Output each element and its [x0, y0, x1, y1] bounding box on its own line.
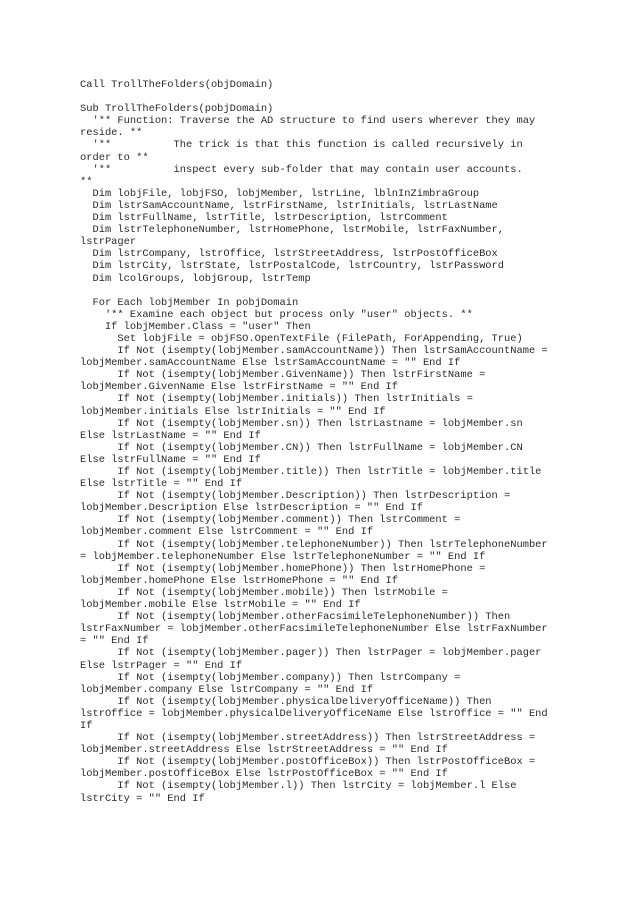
code-line: Dim lcolGroups, lobjGroup, lstrTemp	[80, 272, 311, 285]
code-line: If Not (isempty(lobjMember.mobile)) Then lstrMobile =	[80, 586, 448, 599]
code-line: order to **	[80, 151, 149, 164]
code-line	[80, 285, 570, 297]
code-line: lobjMember.GivenName Else lstrFirstName = "" End If	[80, 381, 399, 394]
code-line: If Not (isempty(lobjMember.homePhone)) Then lstrHomePhone =	[80, 562, 486, 575]
code-line: lobjMember.homePhone Else lstrHomePhone = "" End If	[80, 574, 399, 587]
code-line: '** Examine each object but process only "user" objects. **	[80, 308, 473, 321]
code-line: Call TrollTheFolders(objDomain)	[80, 79, 274, 91]
code-line: lstrOffice = lobjMember.physicalDeliveryOfficeName Else lstrOffice = "" End	[80, 707, 548, 720]
code-line: = "" End If	[80, 635, 149, 648]
code-line: = lobjMember.telephoneNumber Else lstrTelephoneNumber = "" End If	[80, 550, 486, 563]
code-line: If Not (isempty(lobjMember.initials)) Then lstrInitials =	[80, 393, 473, 406]
code-line: '** inspect every sub-folder that may contain user accounts.	[80, 163, 523, 176]
code-line: Dim lstrSamAccountName, lstrFirstName, lstrInitials, lstrLastName	[80, 199, 498, 212]
code-line: Else lstrLastName = "" End If	[80, 429, 261, 442]
code-line: If	[80, 719, 93, 732]
code-line: If Not (isempty(lobjMember.pager)) Then lstrPager = lobjMember.pager	[80, 647, 542, 660]
code-line: '** The trick is that this function is called recursively in	[80, 139, 523, 152]
code-line: If Not (isempty(lobjMember.samAccountName)) Then lstrSamAccountName =	[80, 345, 548, 358]
code-line: lobjMember.company Else lstrCompany = "" End If	[80, 683, 374, 696]
code-line: Dim lstrCity, lstrState, lstrPostalCode, lstrCountry, lstrPassword	[80, 260, 505, 273]
code-line: If Not (isempty(lobjMember.postOfficeBox)) Then lstrPostOfficeBox =	[80, 756, 536, 769]
code-line: If Not (isempty(lobjMember.physicalDeliveryOfficeName)) Then	[80, 695, 492, 708]
code-line: lobjMember.streetAddress Else lstrStreetAddress = "" End If	[80, 744, 448, 757]
code-line: Else lstrPager = "" End If	[80, 659, 243, 672]
code-line: Dim lstrFullName, lstrTitle, lstrDescription, lstrComment	[80, 212, 448, 225]
code-line: Set lobjFile = objFSO.OpenTextFile (FilePath, ForAppending, True)	[80, 332, 523, 345]
code-line: Dim lstrCompany, lstrOffice, lstrStreetAddress, lstrPostOfficeBox	[80, 248, 498, 261]
code-listing	[80, 79, 570, 805]
code-line: lobjMember.mobile Else lstrMobile = "" End If	[80, 599, 361, 612]
code-line: Dim lobjFile, lobjFSO, lobjMember, lstrLine, lblnInZimbraGroup	[80, 187, 480, 200]
code-line: lobjMember.initials Else lstrInitials = "" End If	[80, 405, 386, 418]
code-line: Dim lstrTelephoneNumber, lstrHomePhone, lstrMobile, lstrFaxNumber,	[80, 224, 505, 237]
code-line: If Not (isempty(lobjMember.streetAddress)) Then lstrStreetAddress =	[80, 732, 536, 745]
code-line: '** Function: Traverse the AD structure to find users wherever they may	[80, 115, 536, 128]
code-line: lobjMember.postOfficeBox Else lstrPostOfficeBox = "" End If	[80, 768, 448, 781]
code-line: If Not (isempty(lobjMember.CN)) Then lstrFullName = lobjMember.CN	[80, 441, 523, 454]
code-line: Else lstrFullName = "" End If	[80, 453, 261, 466]
code-line: Sub TrollTheFolders(pobjDomain)	[80, 103, 274, 116]
code-line: lobjMember.Description Else lstrDescription = "" End If	[80, 502, 423, 515]
code-line: lstrCity = "" End If	[80, 792, 205, 805]
code-line: If Not (isempty(lobjMember.Description)) Then lstrDescription =	[80, 490, 511, 503]
code-line: **	[80, 175, 93, 188]
code-line: If Not (isempty(lobjMember.title)) Then lstrTitle = lobjMember.title	[80, 466, 542, 478]
code-line: If Not (isempty(lobjMember.telephoneNumber)) Then lstrTelephoneNumber	[80, 538, 548, 551]
code-line: If Not (isempty(lobjMember.GivenName)) Then lstrFirstName =	[80, 369, 486, 382]
code-line: If Not (isempty(lobjMember.otherFacsimileTelephoneNumber)) Then	[80, 611, 511, 624]
code-line: lstrPager	[80, 236, 137, 249]
code-line: Else lstrTitle = "" End If	[80, 478, 243, 491]
code-line: If Not (isempty(lobjMember.sn)) Then lstrLastname = lobjMember.sn	[80, 417, 523, 430]
code-line	[80, 91, 570, 103]
code-line: If Not (isempty(lobjMember.l)) Then lstrCity = lobjMember.l Else	[80, 780, 517, 793]
code-line: If Not (isempty(lobjMember.company)) Then lstrCompany =	[80, 671, 461, 684]
code-line: lobjMember.comment Else lstrComment = "" End If	[80, 526, 374, 539]
code-line: lstrFaxNumber = lobjMember.otherFacsimileTelephoneNumber Else lstrFaxNumber	[80, 623, 548, 636]
code-line: If Not (isempty(lobjMember.comment)) Then lstrComment =	[80, 514, 461, 527]
code-line: For Each lobjMember In pobjDomain	[80, 296, 299, 309]
code-line: If lobjMember.Class = "user" Then	[80, 320, 311, 333]
code-line: lobjMember.samAccountName Else lstrSamAccountName = "" End If	[80, 357, 461, 370]
code-line: reside. **	[80, 127, 143, 140]
